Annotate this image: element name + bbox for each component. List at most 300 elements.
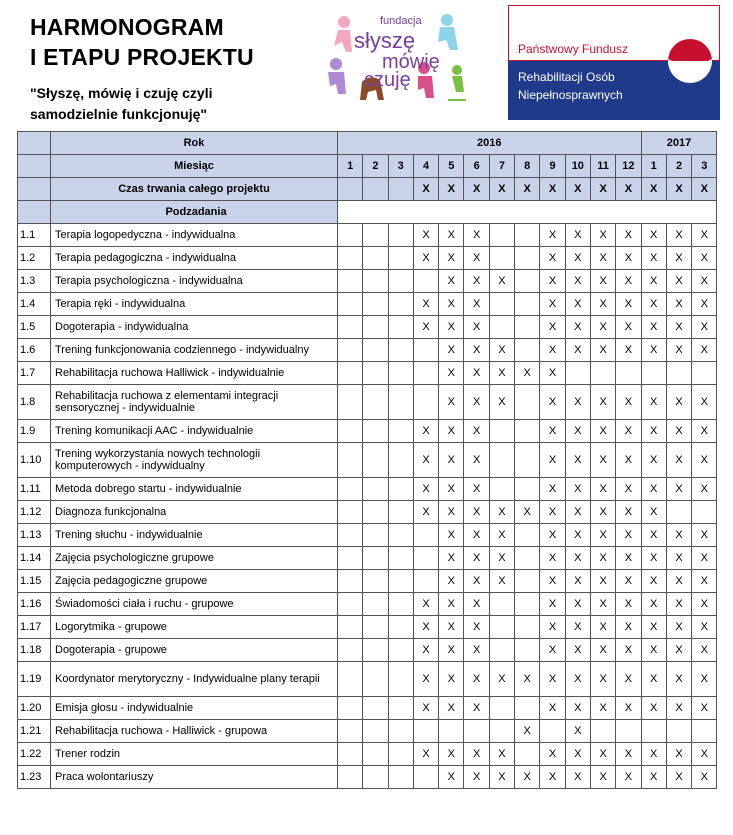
schedule-mark-cell: X bbox=[464, 639, 489, 662]
schedule-mark-cell: X bbox=[413, 501, 438, 524]
podzadania-label: Podzadania bbox=[51, 201, 338, 224]
schedule-mark-cell: X bbox=[666, 743, 691, 766]
schedule-mark-cell bbox=[388, 743, 413, 766]
schedule-mark-cell bbox=[388, 339, 413, 362]
schedule-mark-cell bbox=[413, 570, 438, 593]
schedule-mark-cell bbox=[388, 420, 413, 443]
schedule-mark-cell: X bbox=[641, 420, 666, 443]
schedule-mark-cell: X bbox=[413, 247, 438, 270]
schedule-mark-cell bbox=[363, 443, 388, 478]
schedule-mark-cell: X bbox=[616, 547, 641, 570]
schedule-mark-cell: X bbox=[540, 570, 565, 593]
schedule-mark-cell: X bbox=[464, 616, 489, 639]
schedule-mark-cell bbox=[388, 478, 413, 501]
schedule-mark-cell bbox=[439, 720, 464, 743]
schedule-mark-cell: X bbox=[515, 720, 540, 743]
schedule-mark-cell: X bbox=[666, 547, 691, 570]
year-row-num-cell bbox=[18, 132, 51, 155]
schedule-mark-cell: X bbox=[692, 247, 717, 270]
schedule-mark-cell bbox=[363, 339, 388, 362]
schedule-mark-cell: X bbox=[692, 593, 717, 616]
schedule-mark-cell: X bbox=[439, 639, 464, 662]
schedule-mark-cell: X bbox=[413, 420, 438, 443]
schedule-mark-cell bbox=[338, 385, 363, 420]
task-name: Zajęcia psychologiczne grupowe bbox=[51, 547, 338, 570]
duration-mark-cell: X bbox=[692, 178, 717, 201]
schedule-mark-cell: X bbox=[641, 616, 666, 639]
year-2016: 2016 bbox=[338, 132, 642, 155]
schedule-mark-cell: X bbox=[565, 316, 590, 339]
schedule-mark-cell: X bbox=[565, 224, 590, 247]
task-name: Rehabilitacja ruchowa Halliwick - indywidualnie bbox=[51, 362, 338, 385]
schedule-mark-cell: X bbox=[413, 224, 438, 247]
schedule-mark-cell bbox=[388, 270, 413, 293]
schedule-mark-cell bbox=[388, 385, 413, 420]
schedule-mark-cell: X bbox=[666, 478, 691, 501]
schedule-mark-cell bbox=[363, 697, 388, 720]
schedule-mark-cell bbox=[363, 224, 388, 247]
schedule-mark-cell: X bbox=[590, 385, 615, 420]
schedule-mark-cell bbox=[388, 593, 413, 616]
task-number: 1.23 bbox=[18, 766, 51, 789]
schedule-mark-cell: X bbox=[464, 593, 489, 616]
schedule-mark-cell: X bbox=[489, 662, 514, 697]
schedule-mark-cell: X bbox=[464, 293, 489, 316]
task-number: 1.15 bbox=[18, 570, 51, 593]
schedule-mark-cell bbox=[338, 339, 363, 362]
month-row bbox=[18, 155, 717, 178]
title-line-1: HARMONOGRAM bbox=[30, 14, 224, 40]
duration-mark-cell: X bbox=[590, 178, 615, 201]
foundation-logo bbox=[322, 12, 472, 110]
logo-word-fundacja: fundacja bbox=[380, 15, 422, 27]
schedule-mark-cell: X bbox=[540, 362, 565, 385]
schedule-mark-cell: X bbox=[540, 247, 565, 270]
schedule-mark-cell: X bbox=[641, 339, 666, 362]
schedule-mark-cell bbox=[413, 766, 438, 789]
schedule-mark-cell: X bbox=[565, 720, 590, 743]
schedule-mark-cell: X bbox=[616, 662, 641, 697]
schedule-mark-cell: X bbox=[641, 316, 666, 339]
duration-mark-cell: X bbox=[666, 178, 691, 201]
task-row bbox=[18, 547, 717, 570]
pfron-line-1: Państwowy Fundusz bbox=[518, 42, 629, 56]
duration-mark-cell: X bbox=[565, 178, 590, 201]
schedule-mark-cell: X bbox=[464, 524, 489, 547]
schedule-mark-cell: X bbox=[692, 547, 717, 570]
task-name: Logorytmika - grupowe bbox=[51, 616, 338, 639]
schedule-mark-cell: X bbox=[641, 270, 666, 293]
schedule-mark-cell: X bbox=[616, 524, 641, 547]
schedule-mark-cell: X bbox=[641, 697, 666, 720]
schedule-mark-cell bbox=[515, 524, 540, 547]
schedule-mark-cell: X bbox=[692, 766, 717, 789]
schedule-mark-cell bbox=[388, 697, 413, 720]
rok-label: Rok bbox=[51, 132, 338, 155]
task-row bbox=[18, 420, 717, 443]
subtasks-empty-span bbox=[338, 201, 717, 224]
schedule-mark-cell: X bbox=[565, 270, 590, 293]
task-number: 1.10 bbox=[18, 443, 51, 478]
document-title bbox=[30, 12, 254, 72]
schedule-mark-cell: X bbox=[489, 570, 514, 593]
task-number: 1.17 bbox=[18, 616, 51, 639]
schedule-mark-cell: X bbox=[540, 385, 565, 420]
schedule-mark-cell: X bbox=[413, 316, 438, 339]
schedule-mark-cell: X bbox=[464, 339, 489, 362]
schedule-mark-cell bbox=[388, 224, 413, 247]
schedule-mark-cell: X bbox=[565, 293, 590, 316]
schedule-mark-cell: X bbox=[464, 362, 489, 385]
project-subtitle bbox=[30, 83, 213, 125]
schedule-mark-cell bbox=[338, 743, 363, 766]
schedule-mark-cell bbox=[489, 593, 514, 616]
schedule-mark-cell: X bbox=[489, 270, 514, 293]
schedule-mark-cell: X bbox=[540, 224, 565, 247]
schedule-mark-cell: X bbox=[590, 316, 615, 339]
task-number: 1.4 bbox=[18, 293, 51, 316]
schedule-mark-cell bbox=[590, 720, 615, 743]
task-row bbox=[18, 616, 717, 639]
schedule-mark-cell: X bbox=[692, 443, 717, 478]
task-number: 1.11 bbox=[18, 478, 51, 501]
schedule-mark-cell: X bbox=[565, 639, 590, 662]
schedule-mark-cell bbox=[388, 316, 413, 339]
schedule-mark-cell: X bbox=[540, 743, 565, 766]
schedule-mark-cell: X bbox=[464, 385, 489, 420]
schedule-mark-cell: X bbox=[439, 420, 464, 443]
schedule-mark-cell: X bbox=[413, 616, 438, 639]
schedule-mark-cell: X bbox=[616, 501, 641, 524]
pfron-name-lines bbox=[518, 68, 623, 104]
schedule-mark-cell: X bbox=[666, 293, 691, 316]
schedule-mark-cell bbox=[363, 743, 388, 766]
schedule-mark-cell: X bbox=[439, 766, 464, 789]
month-cell: 2 bbox=[363, 155, 388, 178]
schedule-mark-cell: X bbox=[616, 224, 641, 247]
subtitle-line-1: "Słyszę, mówię i czuję czyli bbox=[30, 85, 213, 101]
schedule-mark-cell: X bbox=[590, 524, 615, 547]
schedule-mark-cell bbox=[338, 247, 363, 270]
task-name: Terapia pedagogiczna - indywidualna bbox=[51, 247, 338, 270]
schedule-mark-cell: X bbox=[413, 743, 438, 766]
schedule-mark-cell: X bbox=[439, 478, 464, 501]
task-number: 1.1 bbox=[18, 224, 51, 247]
month-cell: 4 bbox=[413, 155, 438, 178]
schedule-mark-cell: X bbox=[439, 616, 464, 639]
duration-row-num-cell bbox=[18, 178, 51, 201]
schedule-mark-cell: X bbox=[413, 593, 438, 616]
task-number: 1.5 bbox=[18, 316, 51, 339]
schedule-mark-cell: X bbox=[590, 616, 615, 639]
schedule-mark-cell bbox=[515, 385, 540, 420]
schedule-mark-cell: X bbox=[439, 547, 464, 570]
task-row bbox=[18, 385, 717, 420]
task-row bbox=[18, 662, 717, 697]
schedule-mark-cell: X bbox=[692, 224, 717, 247]
task-number: 1.8 bbox=[18, 385, 51, 420]
month-cell: 8 bbox=[515, 155, 540, 178]
schedule-mark-cell: X bbox=[616, 443, 641, 478]
schedule-mark-cell bbox=[363, 270, 388, 293]
schedule-mark-cell: X bbox=[641, 385, 666, 420]
duration-mark-cell: X bbox=[464, 178, 489, 201]
task-row bbox=[18, 316, 717, 339]
schedule-mark-cell: X bbox=[692, 697, 717, 720]
schedule-mark-cell: X bbox=[464, 697, 489, 720]
pfron-logo bbox=[508, 5, 720, 120]
schedule-mark-cell: X bbox=[540, 766, 565, 789]
task-row bbox=[18, 570, 717, 593]
schedule-mark-cell bbox=[692, 720, 717, 743]
schedule-mark-cell bbox=[338, 270, 363, 293]
task-number: 1.12 bbox=[18, 501, 51, 524]
schedule-mark-cell: X bbox=[666, 570, 691, 593]
task-number: 1.20 bbox=[18, 697, 51, 720]
task-name: Trening funkcjonowania codziennego - indywidualny bbox=[51, 339, 338, 362]
month-cell: 5 bbox=[439, 155, 464, 178]
schedule-mark-cell: X bbox=[540, 697, 565, 720]
schedule-mark-cell: X bbox=[666, 616, 691, 639]
schedule-mark-cell: X bbox=[616, 247, 641, 270]
schedule-mark-cell bbox=[363, 420, 388, 443]
pfron-line-2: Rehabilitacji Osób bbox=[518, 70, 615, 84]
schedule-mark-cell bbox=[338, 293, 363, 316]
pfron-line-3: Niepełnosprawnych bbox=[518, 88, 623, 102]
schedule-mark-cell: X bbox=[489, 766, 514, 789]
schedule-mark-cell bbox=[489, 443, 514, 478]
schedule-mark-cell: X bbox=[439, 316, 464, 339]
schedule-mark-cell: X bbox=[540, 501, 565, 524]
schedule-mark-cell bbox=[363, 662, 388, 697]
schedule-mark-cell bbox=[590, 362, 615, 385]
schedule-mark-cell bbox=[363, 570, 388, 593]
schedule-mark-cell bbox=[363, 362, 388, 385]
schedule-mark-cell: X bbox=[692, 293, 717, 316]
schedule-mark-cell bbox=[338, 766, 363, 789]
task-number: 1.18 bbox=[18, 639, 51, 662]
schedule-mark-cell: X bbox=[616, 420, 641, 443]
schedule-mark-cell: X bbox=[464, 547, 489, 570]
schedule-mark-cell bbox=[388, 662, 413, 697]
schedule-mark-cell bbox=[692, 501, 717, 524]
schedule-mark-cell bbox=[489, 639, 514, 662]
schedule-mark-cell: X bbox=[692, 385, 717, 420]
schedule-mark-cell: X bbox=[464, 270, 489, 293]
month-row-num-cell bbox=[18, 155, 51, 178]
task-row bbox=[18, 743, 717, 766]
schedule-mark-cell: X bbox=[540, 478, 565, 501]
schedule-mark-cell: X bbox=[413, 697, 438, 720]
schedule-mark-cell bbox=[338, 547, 363, 570]
schedule-mark-cell: X bbox=[641, 639, 666, 662]
schedule-mark-cell bbox=[413, 385, 438, 420]
schedule-mark-cell: X bbox=[590, 339, 615, 362]
task-row bbox=[18, 697, 717, 720]
schedule-mark-cell: X bbox=[464, 247, 489, 270]
schedule-mark-cell: X bbox=[666, 270, 691, 293]
task-number: 1.3 bbox=[18, 270, 51, 293]
month-cell: 3 bbox=[692, 155, 717, 178]
task-name: Terapia logopedyczna - indywidualna bbox=[51, 224, 338, 247]
schedule-mark-cell bbox=[388, 247, 413, 270]
schedule-mark-cell bbox=[388, 570, 413, 593]
schedule-mark-cell bbox=[489, 247, 514, 270]
schedule-mark-cell: X bbox=[540, 316, 565, 339]
schedule-mark-cell: X bbox=[590, 247, 615, 270]
schedule-mark-cell: X bbox=[515, 766, 540, 789]
schedule-mark-cell: X bbox=[641, 766, 666, 789]
schedule-mark-cell: X bbox=[439, 524, 464, 547]
schedule-mark-cell: X bbox=[565, 339, 590, 362]
schedule-mark-cell: X bbox=[590, 570, 615, 593]
schedule-mark-cell bbox=[388, 293, 413, 316]
schedule-mark-cell bbox=[338, 639, 363, 662]
schedule-mark-cell: X bbox=[464, 662, 489, 697]
task-name: Koordynator merytoryczny - Indywidualne plany terapii bbox=[51, 662, 338, 697]
schedule-mark-cell bbox=[515, 339, 540, 362]
schedule-mark-cell: X bbox=[439, 697, 464, 720]
task-number: 1.19 bbox=[18, 662, 51, 697]
task-name: Rehabilitacja ruchowa z elementami integracji sensorycznej - indywidualnie bbox=[51, 385, 338, 420]
schedule-mark-cell bbox=[515, 293, 540, 316]
schedule-mark-cell: X bbox=[616, 570, 641, 593]
schedule-mark-cell bbox=[363, 593, 388, 616]
schedule-mark-cell: X bbox=[692, 478, 717, 501]
task-name: Rehabilitacja ruchowa - Halliwick - grupowa bbox=[51, 720, 338, 743]
schedule-mark-cell: X bbox=[413, 443, 438, 478]
schedule-mark-cell: X bbox=[464, 420, 489, 443]
schedule-mark-cell bbox=[515, 443, 540, 478]
task-row bbox=[18, 639, 717, 662]
schedule-mark-cell: X bbox=[439, 662, 464, 697]
schedule-mark-cell bbox=[363, 247, 388, 270]
schedule-mark-cell: X bbox=[666, 339, 691, 362]
schedule-mark-cell: X bbox=[641, 224, 666, 247]
schedule-mark-cell: X bbox=[565, 593, 590, 616]
task-row bbox=[18, 270, 717, 293]
schedule-mark-cell: X bbox=[464, 443, 489, 478]
schedule-mark-cell: X bbox=[439, 593, 464, 616]
schedule-mark-cell: X bbox=[439, 247, 464, 270]
task-row bbox=[18, 362, 717, 385]
schedule-mark-cell: X bbox=[515, 662, 540, 697]
subtasks-num-cell bbox=[18, 201, 51, 224]
schedule-mark-cell bbox=[641, 362, 666, 385]
schedule-mark-cell: X bbox=[565, 420, 590, 443]
task-name: Trening komunikacji AAC - indywidualnie bbox=[51, 420, 338, 443]
schedule-mark-cell: X bbox=[692, 639, 717, 662]
schedule-mark-cell: X bbox=[692, 570, 717, 593]
foundation-logo-graphic bbox=[322, 12, 472, 110]
schedule-mark-cell bbox=[413, 720, 438, 743]
schedule-mark-cell: X bbox=[540, 593, 565, 616]
schedule-mark-cell: X bbox=[641, 478, 666, 501]
task-name: Metoda dobrego startu - indywidualnie bbox=[51, 478, 338, 501]
schedule-mark-cell: X bbox=[565, 247, 590, 270]
task-number: 1.6 bbox=[18, 339, 51, 362]
schedule-mark-cell bbox=[388, 524, 413, 547]
schedule-mark-cell: X bbox=[439, 743, 464, 766]
task-number: 1.7 bbox=[18, 362, 51, 385]
schedule-mark-cell bbox=[363, 316, 388, 339]
schedule-mark-cell: X bbox=[565, 478, 590, 501]
month-cell: 1 bbox=[641, 155, 666, 178]
schedule-mark-cell: X bbox=[666, 593, 691, 616]
task-name: Praca wolontariuszy bbox=[51, 766, 338, 789]
schedule-mark-cell: X bbox=[616, 385, 641, 420]
task-name: Diagnoza funkcjonalna bbox=[51, 501, 338, 524]
schedule-mark-cell bbox=[515, 570, 540, 593]
schedule-mark-cell: X bbox=[565, 766, 590, 789]
task-row bbox=[18, 224, 717, 247]
schedule-mark-cell: X bbox=[590, 270, 615, 293]
schedule-mark-cell bbox=[363, 547, 388, 570]
month-cell: 2 bbox=[666, 155, 691, 178]
schedule-mark-cell: X bbox=[540, 524, 565, 547]
task-row bbox=[18, 247, 717, 270]
duration-mark-cell: X bbox=[540, 178, 565, 201]
schedule-mark-cell bbox=[489, 616, 514, 639]
schedule-mark-cell: X bbox=[565, 443, 590, 478]
schedule-mark-cell bbox=[338, 362, 363, 385]
schedule-mark-cell: X bbox=[692, 616, 717, 639]
task-row bbox=[18, 720, 717, 743]
schedule-mark-cell: X bbox=[464, 766, 489, 789]
month-cell: 7 bbox=[489, 155, 514, 178]
schedule-mark-cell: X bbox=[565, 570, 590, 593]
task-name: Terapia ręki - indywidualna bbox=[51, 293, 338, 316]
schedule-mark-cell: X bbox=[666, 247, 691, 270]
schedule-mark-cell: X bbox=[590, 293, 615, 316]
schedule-mark-cell: X bbox=[464, 743, 489, 766]
schedule-mark-cell bbox=[338, 593, 363, 616]
schedule-mark-cell bbox=[363, 501, 388, 524]
schedule-mark-cell bbox=[489, 697, 514, 720]
schedule-mark-cell bbox=[338, 524, 363, 547]
schedule-mark-cell bbox=[388, 720, 413, 743]
schedule-mark-cell bbox=[666, 720, 691, 743]
schedule-mark-cell: X bbox=[692, 420, 717, 443]
schedule-mark-cell bbox=[388, 616, 413, 639]
schedule-mark-cell bbox=[338, 570, 363, 593]
schedule-mark-cell bbox=[565, 362, 590, 385]
schedule-mark-cell bbox=[692, 362, 717, 385]
schedule-mark-cell: X bbox=[641, 247, 666, 270]
duration-mark-cell: X bbox=[641, 178, 666, 201]
schedule-mark-cell: X bbox=[692, 316, 717, 339]
schedule-mark-cell bbox=[515, 697, 540, 720]
miesiac-label: Miesiąc bbox=[51, 155, 338, 178]
schedule-mark-cell: X bbox=[464, 501, 489, 524]
schedule-mark-cell: X bbox=[565, 501, 590, 524]
task-name: Zajęcia pedagogiczne grupowe bbox=[51, 570, 338, 593]
schedule-mark-cell: X bbox=[692, 270, 717, 293]
schedule-mark-cell bbox=[413, 339, 438, 362]
schedule-mark-cell: X bbox=[590, 766, 615, 789]
schedule-mark-cell bbox=[413, 270, 438, 293]
schedule-mark-cell: X bbox=[590, 443, 615, 478]
subtasks-header-row bbox=[18, 201, 717, 224]
schedule-mark-cell: X bbox=[565, 662, 590, 697]
schedule-mark-cell: X bbox=[489, 362, 514, 385]
schedule-mark-cell: X bbox=[515, 362, 540, 385]
schedule-mark-cell bbox=[338, 478, 363, 501]
schedule-mark-cell bbox=[515, 593, 540, 616]
schedule-mark-cell: X bbox=[540, 420, 565, 443]
schedule-mark-cell: X bbox=[540, 547, 565, 570]
duration-mark-cell: X bbox=[515, 178, 540, 201]
